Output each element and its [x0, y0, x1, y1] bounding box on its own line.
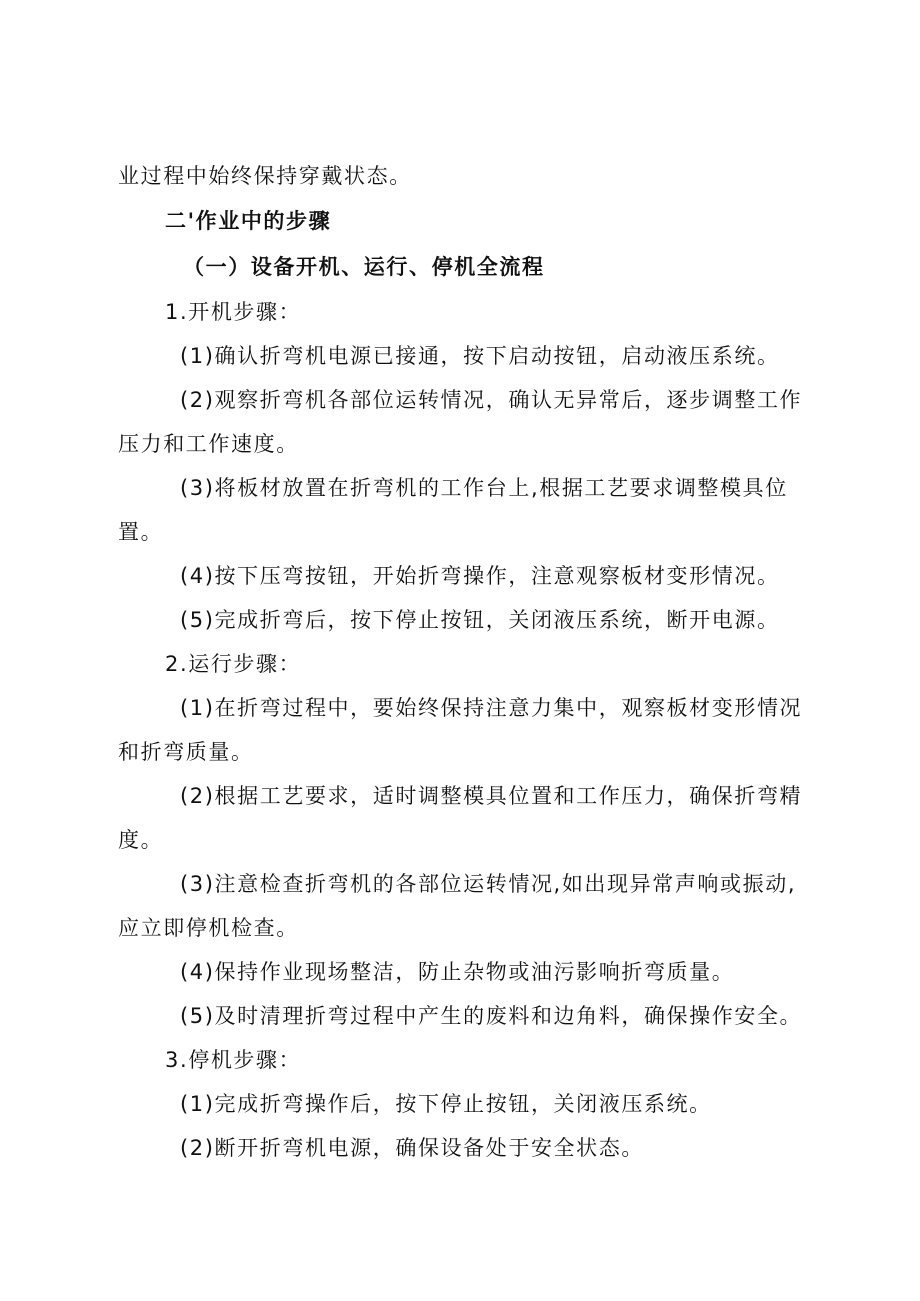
running-step-2-cont: 度。 — [118, 828, 164, 852]
running-heading: 2.运行步骤： — [165, 652, 302, 676]
running-step-5: (5)及时清理折弯过程中产生的废料和边角料，确保操作安全。 — [180, 1004, 803, 1028]
startup-step-3-cont: 置。 — [118, 520, 164, 544]
section-heading: 二'作业中的步骤 — [165, 209, 332, 233]
running-step-3: (3)注意检查折弯机的各部位运转情况,如出现异常声响或振动, — [180, 872, 797, 896]
running-step-3-cont: 应立即停机检查。 — [118, 916, 299, 940]
startup-step-5: (5)完成折弯后，按下停止按钮，关闭液压系统，断开电源。 — [180, 608, 780, 632]
running-step-4: (4)保持作业现场整洁，防止杂物或油污影响折弯质量。 — [180, 960, 735, 984]
running-step-2: (2)根据工艺要求，适时调整模具位置和工作压力，确保折弯精 — [180, 784, 803, 808]
running-step-1: (1)在折弯过程中，要始终保持注意力集中，观察板材变形情况 — [180, 696, 803, 720]
continuation-text: 业过程中始终保持穿戴状态。 — [118, 164, 412, 188]
startup-step-1: (1)确认折弯机电源已接通，按下启动按钮，启动液压系统。 — [180, 344, 780, 368]
startup-step-2: (2)观察折弯机各部位运转情况，确认无异常后，逐步调整工作 — [180, 388, 803, 412]
shutdown-step-2: (2)断开折弯机电源，确保设备处于安全状态。 — [180, 1136, 644, 1160]
startup-step-3: (3)将板材放置在折弯机的工作台上,根据工艺要求调整模具位 — [180, 476, 788, 500]
startup-step-2-cont: 压力和工作速度。 — [118, 432, 299, 456]
shutdown-step-1: (1)完成折弯操作后，按下停止按钮，关闭液压系统。 — [180, 1092, 712, 1116]
startup-heading: 1.开机步骤： — [165, 300, 302, 324]
startup-step-4: (4)按下压弯按钮，开始折弯操作，注意观察板材变形情况。 — [180, 564, 780, 588]
running-step-1-cont: 和折弯质量。 — [118, 740, 254, 764]
subsection-heading: （一）设备开机、运行、停机全流程 — [183, 255, 545, 279]
shutdown-heading: 3.停机步骤： — [165, 1048, 302, 1072]
